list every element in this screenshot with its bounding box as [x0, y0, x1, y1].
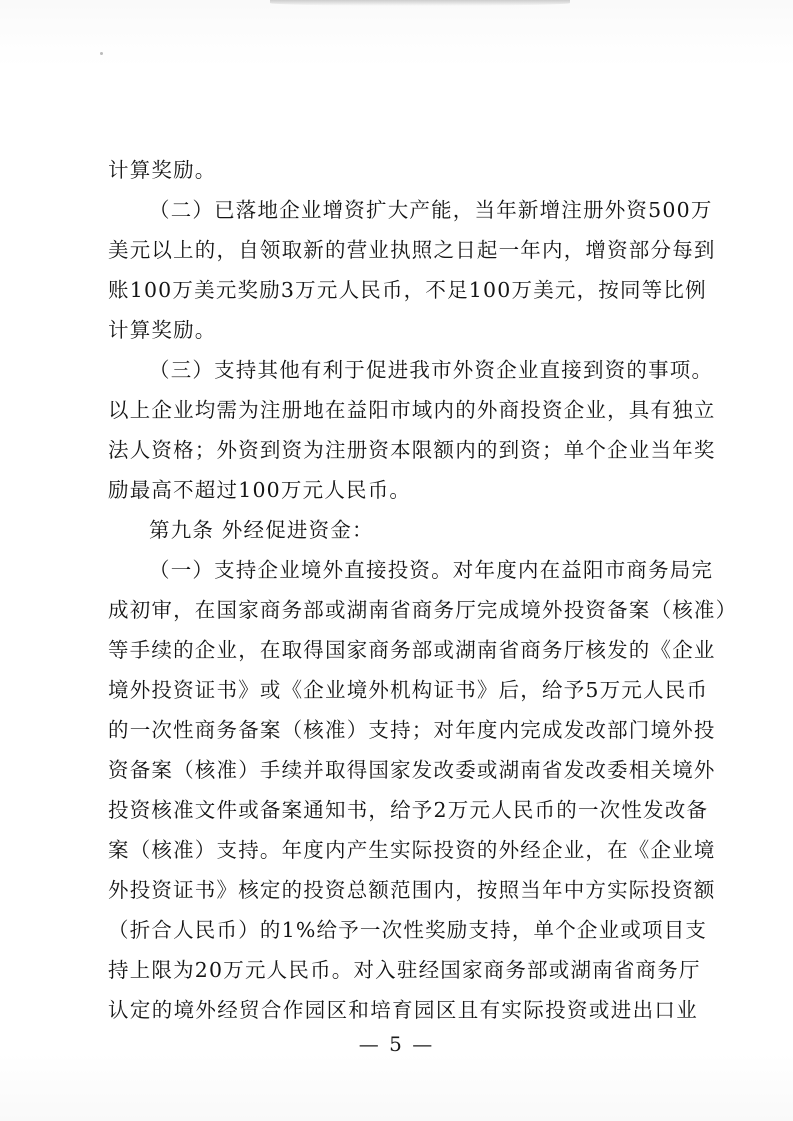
text-line: 励最高不超过100万元人民币。 [108, 478, 412, 502]
article-heading: 第九条 外经促进资金： [149, 518, 374, 542]
scan-speck [100, 52, 103, 55]
text-line: （折合人民币）的1%给予一次性奖励支持，单个企业或项目支 [108, 918, 708, 942]
text-line: 计算奖励。 [108, 158, 217, 182]
scan-top-shadow [270, 0, 570, 6]
text-line: 以上企业均需为注册地在益阳市域内的外商投资企业，具有独立 [108, 398, 716, 422]
text-line: 等手续的企业，在取得国家商务部或湖南省商务厅核发的《企业 [108, 638, 716, 662]
text-line: 案（核准）支持。年度内产生实际投资的外经企业，在《企业境 [108, 838, 716, 862]
text-line: 境外投资证书》或《企业境外机构证书》后，给予5万元人民币 [108, 678, 709, 702]
text-line: 美元以上的，自领取新的营业执照之日起一年内，增资部分每到 [108, 238, 716, 262]
text-line: 持上限为20万元人民币。对入驻经国家商务部或湖南省商务厅 [108, 958, 701, 982]
text-line: 资备案（核准）手续并取得国家发改委或湖南省发改委相关境外 [108, 758, 716, 782]
text-line: 账100万美元奖励3万元人民币，不足100万美元，按同等比例 [108, 278, 707, 302]
text-line: 外投资证书》核定的投资总额范围内，按照当年中方实际投资额 [108, 878, 716, 902]
text-line: 计算奖励。 [108, 318, 217, 342]
text-line: 认定的境外经贸合作园区和培育园区且有实际投资或进出口业 [108, 998, 698, 1022]
text-line: （一）支持企业境外直接投资。对年度内在益阳市商务局完 [149, 558, 714, 582]
text-line: （二）已落地企业增资扩大产能，当年新增注册外资500万 [149, 198, 713, 222]
text-line: 的一次性商务备案（核准）支持；对年度内完成发改部门境外投 [108, 718, 716, 742]
text-line: 法人资格；外资到资为注册资本限额内的到资；单个企业当年奖 [108, 438, 716, 462]
text-line: 成初审，在国家商务部或湖南省商务厅完成境外投资备案（核准） [108, 598, 738, 622]
text-line: 投资核准文件或备案通知书，给予2万元人民币的一次性发改备 [108, 798, 709, 822]
body-text [108, 150, 738, 1030]
page-number: — 5 — [358, 1032, 435, 1056]
text-line: （三）支持其他有利于促进我市外资企业直接到资的事项。 [149, 358, 714, 382]
